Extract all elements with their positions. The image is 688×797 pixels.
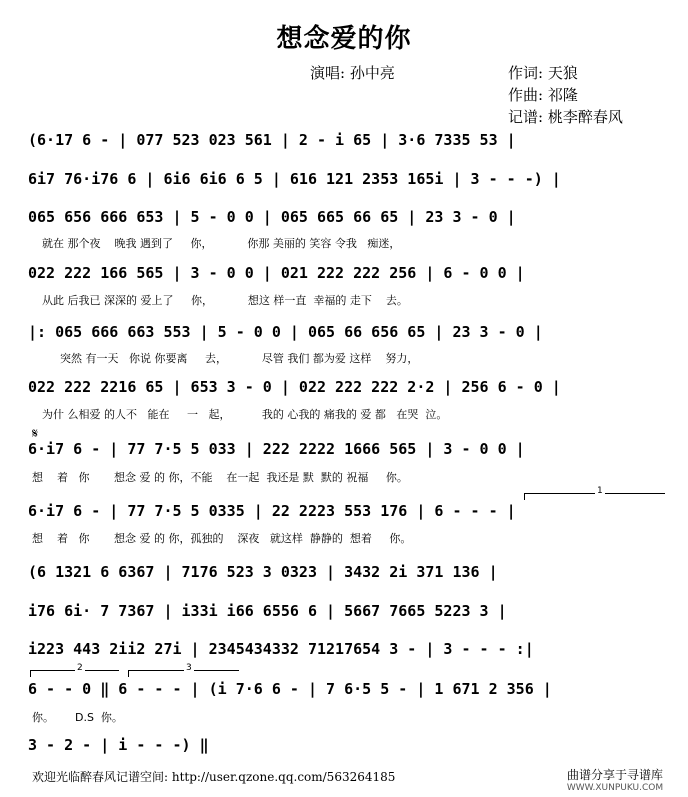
lyric-line-2: 从此 后我已 深深的 爱上了 你， 想这 样一直 幸福的 走下 去。 [42, 294, 408, 307]
tuplet-bracket: 3 [128, 670, 239, 677]
lyric-line-4: 为什 么相爱 的人不 能在 一 起， 我的 心我的 痛我的 爱 都 在哭 泣。 [42, 408, 448, 421]
score-line-13: 3 - 2 - | i - - -) ‖ [28, 736, 209, 754]
lyric-line-1: 就在 那个夜 晚我 遇到了 你， 你那 美丽的 笑容 令我 痴迷， [42, 237, 401, 250]
score-line-8: 6·i7 6 - | 77 7·5 5 0335 | 22 2223 553 176 | 6 - - - | [28, 502, 516, 520]
watermark-url: WWW.XUNPUKU.COM [566, 783, 664, 793]
score-line-2: 6i7 76·i76 6 | 6i6 6i6 6 5 | 616 121 2353 165i | 3 - - -) | [28, 170, 561, 188]
lyric-line-7: 你。 D.S 你。 [32, 711, 123, 724]
volta-bracket-2: 2 [30, 670, 119, 677]
segno-sign: 𝄋 [32, 426, 39, 442]
lyric-line-5: 想 着 你 想念 爱 的 你，不能 在一起 我还是 默 默的 祝福 你。 [32, 471, 408, 484]
score-line-7: 6·i7 6 - | 77 7·5 5 033 | 222 2222 1666 565 | 3 - 0 0 | [28, 440, 525, 458]
score-line-5: |: 065 666 663 553 | 5 - 0 0 | 065 66 656 65 | 23 3 - 0 | [28, 323, 543, 341]
score-line-12: 6 - - 0 ‖ 6 - - - | (i 7·6 6 - | 7 6·5 5 - | 1 671 2 356 | [28, 680, 552, 698]
singer-credit: 演唱: 孙中亮 [310, 64, 395, 82]
score-line-1: (6·17 6 - | 077 523 023 561 | 2 - i 65 | 3·6 7335 53 | [28, 131, 516, 149]
score-line-4: 022 222 166 565 | 3 - 0 0 | 021 222 222 256 | 6 - 0 0 | [28, 264, 525, 282]
lyric-line-3: 突然 有一天 你说 你要离 去， 尽管 我们 都为爱 这样 努力， [60, 352, 419, 365]
page-title: 想念爱的你 [276, 24, 412, 54]
score-line-6: 022 222 2216 65 | 653 3 - 0 | 022 222 222 2·2 | 256 6 - 0 | [28, 378, 561, 396]
footer-text: 欢迎光临醉春风记谱空间: http://user.qzone.qq.com/563264185 [32, 770, 396, 784]
lyricist-credit: 作词: 天狼 [508, 64, 578, 82]
score-line-10: i76 6i· 7 7367 | i33i i66 6556 6 | 5667 7665 5223 3 | [28, 602, 507, 620]
lyric-line-6: 想 着 你 想念 爱 的 你，孤独的 深夜 就这样 静静的 想着 你。 [32, 532, 412, 545]
transcriber-credit: 记谱: 桃李醉春风 [508, 108, 623, 126]
score-line-3: 065 656 666 653 | 5 - 0 0 | 065 665 66 65 | 23 3 - 0 | [28, 208, 516, 226]
watermark-text: 曲谱分享于寻谱库 [566, 768, 663, 782]
score-line-9: (6 1321 6 6367 | 7176 523 3 0323 | 3432 2i 371 136 | [28, 563, 498, 581]
score-line-11: i223 443 2ii2 27i | 2345434332 71217654 3 - | 3 - - - :| [28, 640, 534, 658]
composer-credit: 作曲: 祁隆 [508, 86, 578, 104]
volta-bracket-1: 1 [524, 493, 665, 500]
watermark [550, 766, 680, 793]
